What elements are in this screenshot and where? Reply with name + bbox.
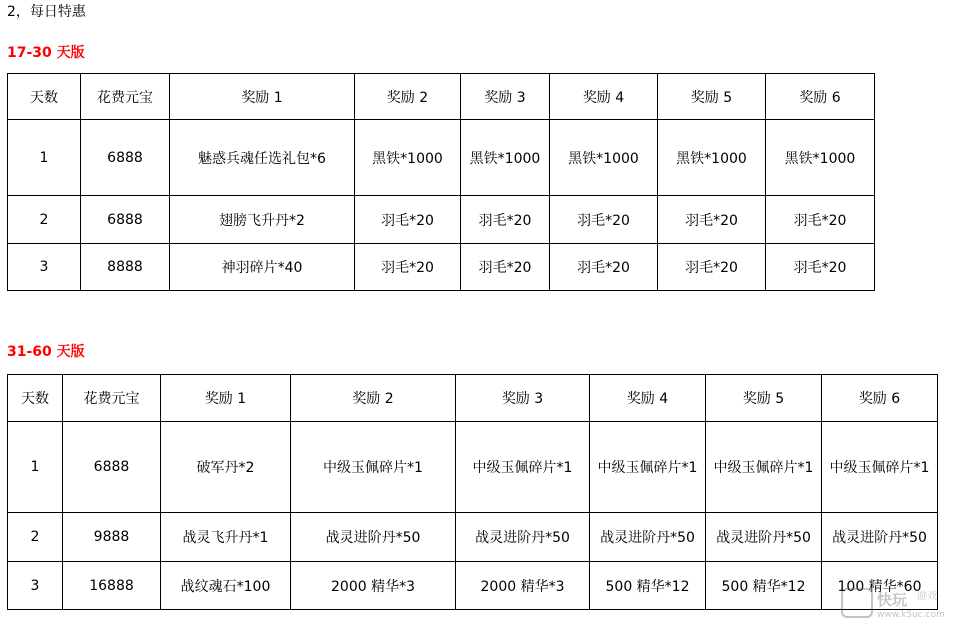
- cell-reward-5: 羽毛*20: [658, 196, 766, 244]
- cell-reward-3: 黑铁*1000: [461, 120, 550, 196]
- cell-reward-6: 羽毛*20: [766, 244, 875, 291]
- cell-reward-5: 中级玉佩碎片*1: [706, 422, 822, 513]
- cell-reward-5: 羽毛*20: [658, 244, 766, 291]
- cell-cost: 16888: [63, 562, 161, 610]
- cell-day: 1: [8, 120, 81, 196]
- header-reward-1: 奖励 1: [170, 74, 355, 120]
- header-reward-5: 奖励 5: [658, 74, 766, 120]
- svg-text:游戏: 游戏: [917, 591, 937, 602]
- table-header-row: [8, 375, 938, 422]
- table-row: [8, 513, 938, 562]
- cell-reward-2: 中级玉佩碎片*1: [291, 422, 456, 513]
- cell-reward-2: 羽毛*20: [355, 244, 461, 291]
- cell-reward-5: 黑铁*1000: [658, 120, 766, 196]
- cell-reward-3: 战灵进阶丹*50: [456, 513, 590, 562]
- cell-day: 1: [8, 422, 63, 513]
- reward-table-17-30: [7, 73, 875, 291]
- cell-day: 2: [8, 196, 81, 244]
- cell-reward-4: 战灵进阶丹*50: [590, 513, 706, 562]
- header-reward-6: 奖励 6: [822, 375, 938, 422]
- cell-reward-5: 战灵进阶丹*50: [706, 513, 822, 562]
- table-row: [8, 244, 875, 291]
- cell-cost: 9888: [63, 513, 161, 562]
- table-row: [8, 120, 875, 196]
- header-reward-2: 奖励 2: [355, 74, 461, 120]
- cell-reward-6: 羽毛*20: [766, 196, 875, 244]
- section-title-31-60: 31-60 天版: [7, 344, 85, 360]
- header-reward-2: 奖励 2: [291, 375, 456, 422]
- reward-table-31-60: [7, 374, 938, 610]
- cell-reward-1: 破军丹*2: [161, 422, 291, 513]
- cell-day: 2: [8, 513, 63, 562]
- cell-reward-2: 羽毛*20: [355, 196, 461, 244]
- intro-text: 2，每日特惠: [7, 4, 86, 20]
- header-cost: 花费元宝: [63, 375, 161, 422]
- cell-reward-1: 战纹魂石*100: [161, 562, 291, 610]
- cell-reward-4: 羽毛*20: [550, 196, 658, 244]
- cell-day: 3: [8, 562, 63, 610]
- cell-cost: 6888: [81, 120, 170, 196]
- cell-reward-2: 战灵进阶丹*50: [291, 513, 456, 562]
- cell-reward-6: 中级玉佩碎片*1: [822, 422, 938, 513]
- svg-text:www.k5uc.com: www.k5uc.com: [877, 610, 945, 620]
- cell-reward-1: 魅惑兵魂任选礼包*6: [170, 120, 355, 196]
- cell-reward-5: 500 精华*12: [706, 562, 822, 610]
- cell-reward-1: 翅膀飞升丹*2: [170, 196, 355, 244]
- cell-reward-2: 黑铁*1000: [355, 120, 461, 196]
- cell-reward-4: 黑铁*1000: [550, 120, 658, 196]
- header-cost: 花费元宝: [81, 74, 170, 120]
- header-reward-1: 奖励 1: [161, 375, 291, 422]
- cell-reward-1: 神羽碎片*40: [170, 244, 355, 291]
- cell-reward-1: 战灵飞升丹*1: [161, 513, 291, 562]
- cell-cost: 6888: [63, 422, 161, 513]
- header-reward-4: 奖励 4: [550, 74, 658, 120]
- header-reward-4: 奖励 4: [590, 375, 706, 422]
- header-reward-3: 奖励 3: [456, 375, 590, 422]
- table-row: [8, 562, 938, 610]
- cell-reward-3: 羽毛*20: [461, 244, 550, 291]
- cell-reward-3: 羽毛*20: [461, 196, 550, 244]
- header-reward-3: 奖励 3: [461, 74, 550, 120]
- table-row: [8, 196, 875, 244]
- cell-reward-4: 500 精华*12: [590, 562, 706, 610]
- cell-reward-4: 羽毛*20: [550, 244, 658, 291]
- header-reward-6: 奖励 6: [766, 74, 875, 120]
- header-day: 天数: [8, 74, 81, 120]
- cell-cost: 6888: [81, 196, 170, 244]
- header-day: 天数: [8, 375, 63, 422]
- cell-day: 3: [8, 244, 81, 291]
- cell-reward-3: 2000 精华*3: [456, 562, 590, 610]
- cell-reward-2: 2000 精华*3: [291, 562, 456, 610]
- cell-reward-6: 100 精华*60: [822, 562, 938, 610]
- table-row: [8, 422, 938, 513]
- cell-cost: 8888: [81, 244, 170, 291]
- cell-reward-6: 战灵进阶丹*50: [822, 513, 938, 562]
- svg-text:快玩: 快玩: [877, 591, 908, 609]
- section-title-17-30: 17-30 天版: [7, 45, 85, 61]
- cell-reward-6: 黑铁*1000: [766, 120, 875, 196]
- header-reward-5: 奖励 5: [706, 375, 822, 422]
- cell-reward-3: 中级玉佩碎片*1: [456, 422, 590, 513]
- cell-reward-4: 中级玉佩碎片*1: [590, 422, 706, 513]
- table-header-row: [8, 74, 875, 120]
